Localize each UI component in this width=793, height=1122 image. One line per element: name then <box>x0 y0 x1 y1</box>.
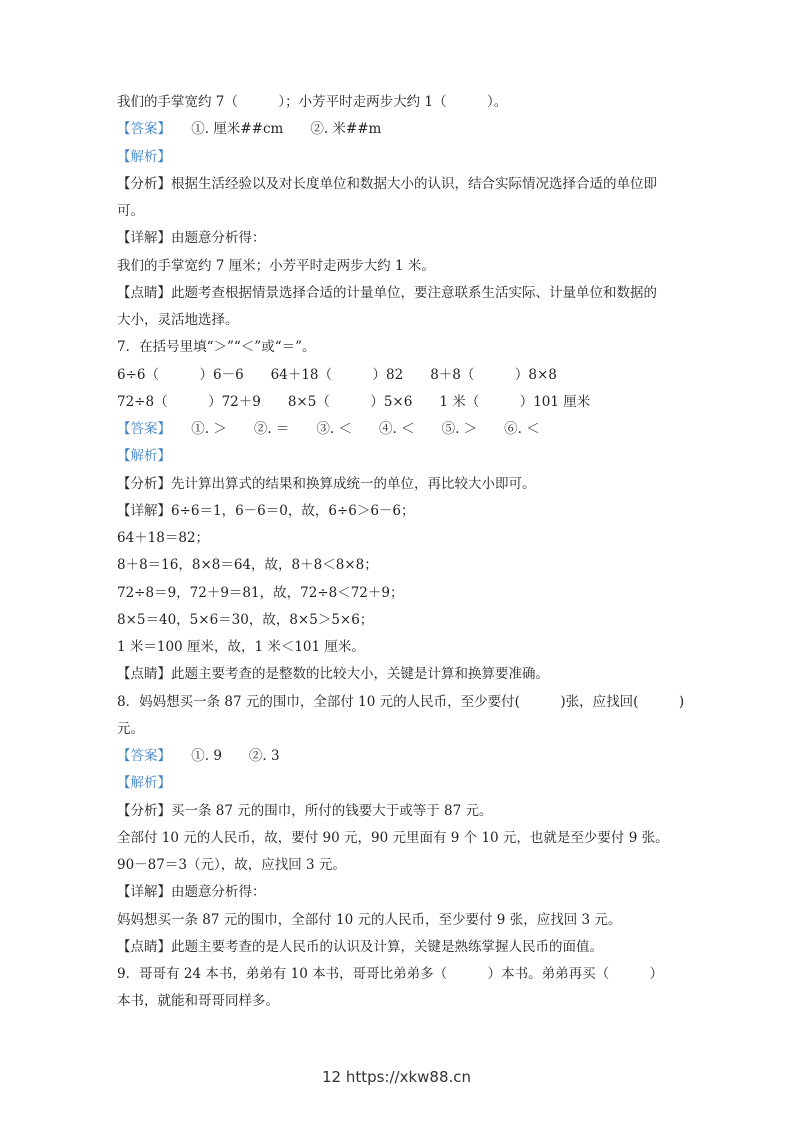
line-text: 妈妈想买一条 87 元的围巾，全部付 10 元的人民币，至少要付 9 张，应找回 3 元。 <box>117 911 622 928</box>
text-line <box>117 198 687 225</box>
section-label: 【答案】 <box>117 748 165 764</box>
text-line <box>117 825 687 852</box>
line-text: 全部付 10 元的人民币，故，要付 90 元，90 元里面有 9 个 10 元，也就是至少要付 9 张。 <box>117 829 669 846</box>
text-line <box>117 634 687 661</box>
text-line <box>117 879 687 906</box>
line-text: 8×5＝40，5×6＝30，故，8×5＞5×6； <box>117 611 374 628</box>
text-line <box>117 389 687 416</box>
text-line <box>117 798 687 825</box>
page-footer: 12 https://xkw88.cn <box>321 1068 472 1086</box>
line-text: 7．在括号里填“＞”“＜”或“＝”。 <box>117 339 316 356</box>
line-text: 6÷6（ ）6－6 64＋18（ ）82 8＋8（ ）8×8 <box>117 366 557 383</box>
text-line <box>117 661 687 688</box>
line-text: 【详解】由题意分析得： <box>117 230 266 247</box>
line-text: 9．哥哥有 24 本书，弟弟有 10 本书，哥哥比弟弟多（ ）本书。弟弟再买（ ） <box>117 966 664 982</box>
line-text: 1 米＝100 厘米，故，1 米＜101 厘米。 <box>117 639 365 655</box>
section-label: 【答案】 <box>117 121 165 138</box>
line-text: 我们的手掌宽约 7（ ）；小芳平时走两步大约 1（ ）。 <box>117 94 508 110</box>
text-line <box>117 416 687 443</box>
text-line <box>117 171 687 198</box>
line-text: 元。 <box>117 720 144 737</box>
text-line <box>117 498 687 525</box>
line-text: 【分析】根据生活经验以及对长度单位和数据大小的认识，结合实际情况选择合适的单位即 <box>117 175 657 192</box>
line-text: 可。 <box>117 203 144 219</box>
line-text: 64＋18＝82； <box>117 530 210 546</box>
text-line <box>117 443 687 470</box>
line-text: 【详解】6÷6＝1，6－6＝0，故，6÷6＞6－6； <box>117 502 415 519</box>
text-line <box>117 253 687 280</box>
text-line <box>117 280 687 307</box>
line-text: 8＋8＝16，8×8＝64，故，8＋8＜8×8； <box>117 557 378 574</box>
line-text: ①. 厘米##cm ②. 米##m <box>164 121 382 138</box>
text-line <box>117 525 687 552</box>
document-body <box>117 89 687 1016</box>
text-line <box>117 552 687 579</box>
line-text: 大小，灵活地选择。 <box>117 312 239 328</box>
text-line <box>117 716 687 743</box>
line-text: 【详解】由题意分析得： <box>117 884 266 901</box>
line-text: 90－87＝3（元），故，应找回 3 元。 <box>117 857 346 873</box>
text-line <box>117 144 687 171</box>
line-text: 我们的手掌宽约 7 厘米；小芳平时走两步大约 1 米。 <box>117 257 435 274</box>
text-line <box>117 988 687 1015</box>
section-label: 【解析】 <box>117 148 171 165</box>
text-line <box>117 689 687 716</box>
line-text: 72÷8＝9，72＋9＝81，故，72÷8＜72＋9； <box>117 584 404 601</box>
text-line <box>117 89 687 116</box>
text-line <box>117 116 687 143</box>
text-line <box>117 334 687 361</box>
text-line <box>117 607 687 634</box>
text-line <box>117 580 687 607</box>
text-line <box>117 362 687 389</box>
line-text: 【点睛】此题主要考查的是整数的比较大小，关键是计算和换算要准确。 <box>117 666 549 683</box>
line-text: 【点睛】此题考查根据情景选择合适的计量单位，要注意联系生活实际、计量单位和数据的 <box>117 284 657 301</box>
section-label: 【答案】 <box>117 421 165 437</box>
line-text: 72÷8（ ）72＋9 8×5（ ）5×6 1 米（ ）101 厘米 <box>117 393 591 410</box>
text-line <box>117 961 687 988</box>
text-line <box>117 307 687 334</box>
text-line <box>117 770 687 797</box>
text-line <box>117 907 687 934</box>
line-text: 8．妈妈想买一条 87 元的围巾，全部付 10 元的人民币，至少要付( )张，应找回( ) <box>117 693 685 710</box>
text-line <box>117 225 687 252</box>
line-text: 【分析】先计算出算式的结果和换算成统一的单位，再比较大小即可。 <box>117 475 536 492</box>
line-text: 【点睛】此题主要考查的是人民币的认识及计算，关键是熟练掌握人民币的面值。 <box>117 938 603 955</box>
line-text: 本书，就能和哥哥同样多。 <box>117 993 279 1010</box>
line-text: ①. ＞ ②. ＝ ③. ＜ ④. ＜ ⑤. ＞ ⑥. ＜ <box>164 421 540 437</box>
text-line <box>117 743 687 770</box>
line-text: 【分析】买一条 87 元的围巾，所付的钱要大于或等于 87 元。 <box>117 802 493 819</box>
section-label: 【解析】 <box>117 448 171 465</box>
line-text: ①. 9 ②. 3 <box>164 748 280 764</box>
text-line <box>117 471 687 498</box>
section-label: 【解析】 <box>117 775 171 792</box>
text-line <box>117 934 687 961</box>
text-line <box>117 852 687 879</box>
